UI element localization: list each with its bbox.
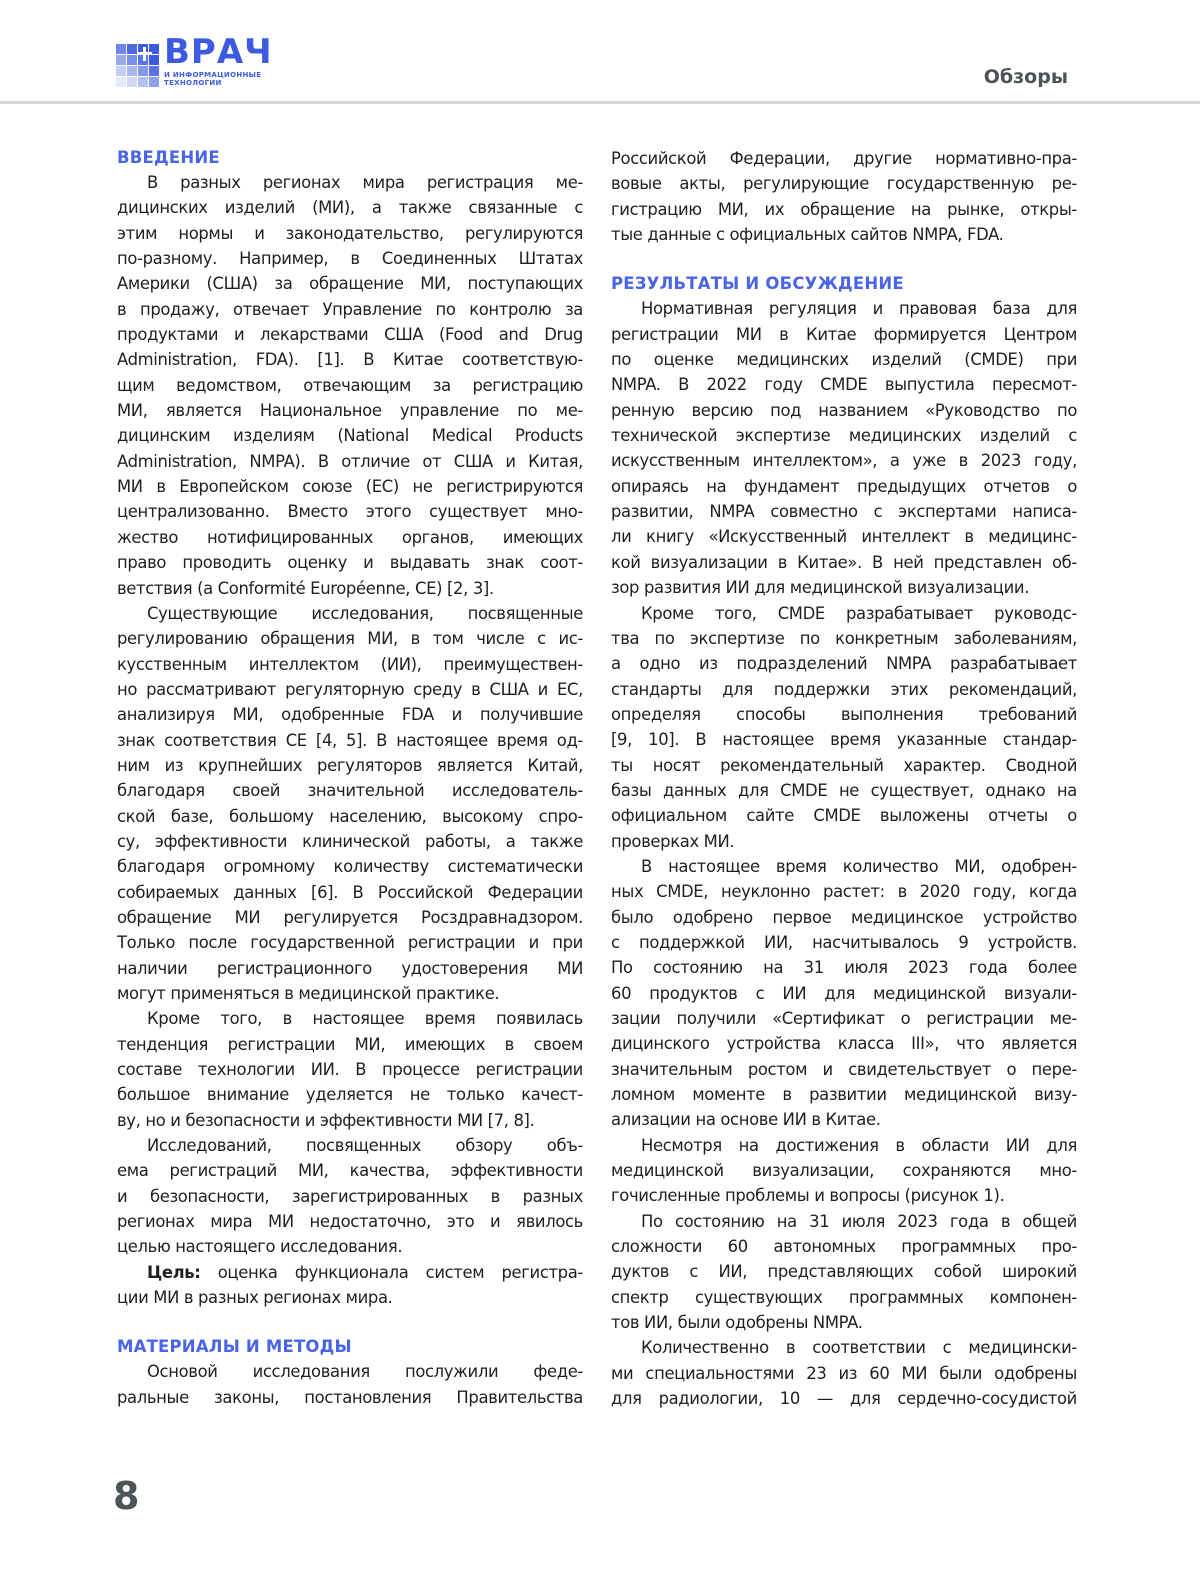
text-line: тенденция регистрации МИ, имеющих в своем <box>117 1034 583 1054</box>
text-line: значительным ростом и свидетельствует о пере- <box>611 1059 1077 1079</box>
text-line: ализации на основе ИИ в Китае. <box>611 1110 881 1130</box>
text-line: регулированию обращения МИ, в том числе с ис- <box>117 629 583 649</box>
text-line: тов ИИ, были одобрены NMPA. <box>611 1313 863 1333</box>
logo-subtitle-line2: ТЕХНОЛОГИИ <box>164 79 222 87</box>
paragraph-intro-2 <box>117 601 583 1007</box>
heading-results: РЕЗУЛЬТАТЫ И ОБСУЖДЕНИЕ <box>611 274 904 294</box>
text-line: тва по экспертизе по конкретным заболеваниям, <box>611 628 1077 648</box>
heading-introduction: ВВЕДЕНИЕ <box>117 148 220 167</box>
text-line: гистрацию МИ, их обращение на рынке, откры- <box>611 199 1077 219</box>
text-line: медицинской визуализации, сохраняются мно- <box>611 1161 1077 1181</box>
text-line: ми специальностями 23 из 60 МИ были одобрены <box>611 1363 1077 1383</box>
text-line: искусственным интеллектом», а уже в 2023 году, <box>611 451 1077 471</box>
text-line: базы данных для CMDE не существует, однако на <box>611 780 1077 800</box>
logo-subtitle <box>164 71 261 87</box>
text-line: продуктами и лекарствами США (Food and Drug <box>117 325 583 345</box>
text-line: щим ведомством, отвечающим за регистрацию <box>117 375 583 395</box>
text-line: обращение МИ регулируется Росздравнадзором. <box>117 907 583 927</box>
text-line: зации получили «Сертификат о регистрации ме- <box>611 1009 1077 1028</box>
text-line: ву, но и безопасности и эффективности МИ [7, 8]. <box>117 1110 535 1130</box>
text-line: определяя способы выполнения требований <box>611 704 1077 724</box>
text-line: зор развития ИИ для медицинской визуализации. <box>611 578 1030 598</box>
text-line: регистрации МИ в Китае формируется Центром <box>611 324 1077 344</box>
text-line: Кроме того, в настоящее время появилась <box>147 1009 583 1029</box>
text-line: МИ, является Национальное управление по ме- <box>117 401 583 421</box>
text-line: Только после государственной регистрации и при <box>117 933 583 953</box>
goal-label: Цель: <box>147 1262 201 1282</box>
text-line: централизованно. Вместо этого существует мно- <box>117 502 583 522</box>
text-line: большое внимание уделяется не только качест- <box>117 1085 583 1105</box>
text-line: могут применяться в медицинской практике. <box>117 984 500 1003</box>
text-line: анализируя МИ, одобренные FDA и получившие <box>117 705 583 725</box>
text-line: кусственным интеллектом (ИИ), преимуществен- <box>117 654 583 674</box>
text-line: дицинского устройства класса III», что является <box>611 1034 1077 1054</box>
text-line: гочисленные проблемы и вопросы (рисунок 1). <box>611 1186 1005 1206</box>
text-line: технической экспертизе медицинских изделий с <box>611 426 1077 446</box>
text-line: для радиологии, 10 — для сердечно-сосудистой <box>611 1389 1077 1409</box>
right-column <box>611 146 1077 1412</box>
text-line: Америки (США) за обращение МИ, поступающих <box>117 274 583 294</box>
text-line: право проводить оценку и выдавать знак соот- <box>117 553 583 573</box>
text-line: целью настоящего исследования. <box>117 1237 403 1257</box>
paragraph-results-5 <box>611 1209 1077 1336</box>
text-line: дицинским изделиям (National Medical Products <box>117 426 583 446</box>
text-line: дуктов с ИИ, представляющих собой широкий <box>611 1262 1077 1282</box>
text-line: ты носят рекомендательный характер. Сводной <box>611 755 1077 775</box>
page-header <box>0 0 1200 102</box>
heading-methods: МАТЕРИАЛЫ И МЕТОДЫ <box>117 1337 352 1357</box>
text-line: Исследований, посвященных обзору объ- <box>147 1136 583 1156</box>
text-line: Нормативная регуляция и правовая база для <box>641 299 1077 319</box>
text-line: а одно из подразделений NMPA разрабатывает <box>611 654 1077 674</box>
paragraph-intro-1 <box>117 170 583 601</box>
goal-line-1 <box>117 1260 583 1285</box>
text-line: собираемых данных [6]. В Российской Федерации <box>117 882 583 902</box>
paragraph-goal <box>117 1260 583 1311</box>
text-line: благодаря огромному количеству систематически <box>117 857 583 877</box>
text-line: жество нотифицированных органов, имеющих <box>117 527 583 547</box>
goal-line-2: ции МИ в разных регионах мира. <box>117 1288 393 1308</box>
text-line: Administration, FDA). [1]. В Китае соответствую- <box>117 350 583 370</box>
text-line: и безопасности, зарегистрированных в разных <box>117 1186 583 1206</box>
page-number: 8 <box>113 1474 140 1518</box>
text-line: наличии регистрационного удостоверения МИ <box>117 958 583 978</box>
text-line: Существующие исследования, посвященные <box>147 603 583 623</box>
paragraph-intro-3 <box>117 1006 583 1133</box>
text-line: опираясь на фундамент предыдущих отчетов о <box>611 476 1077 496</box>
text-line: составе технологии ИИ. В процессе регистрации <box>117 1060 583 1080</box>
text-line: в продажу, отвечает Управление по контролю за <box>117 299 583 319</box>
paragraph-results-2 <box>611 601 1077 854</box>
header-divider <box>0 101 1200 104</box>
text-line: благодаря своей значительной исследователь- <box>117 781 583 801</box>
text-line: дицинских изделий (МИ), а также связанные с <box>117 198 583 218</box>
text-line: регионах мира МИ недостаточно, это и явилось <box>117 1212 583 1232</box>
text-line: спектр существующих программных компонен- <box>611 1287 1077 1307</box>
text-line: МИ в Европейском союзе (ЕС) не регистрируются <box>117 477 583 497</box>
text-line: ломном моменте в развитии медицинской визу- <box>611 1085 1077 1105</box>
text-line: официальном сайте CMDE выложены отчеты о <box>611 806 1077 826</box>
text-line: ветствия (a Conformité Européenne, CE) [2, 3]. <box>117 578 494 598</box>
text-line: [9, 10]. В настоящее время указанные стандар- <box>611 730 1077 750</box>
text-line: 60 продуктов с ИИ для медицинской визуали- <box>611 983 1077 1003</box>
text-line: Administration, NMPA). В отличие от США и Китая, <box>117 451 583 471</box>
text-line: ных CMDE, неуклонно растет: в 2020 году, когда <box>611 882 1077 902</box>
text-line: Несмотря на достижения в области ИИ для <box>641 1135 1077 1155</box>
text-line: вовые акты, регулирующие государственную ре- <box>611 174 1077 194</box>
text-line: по оценке медицинских изделий (CMDE) при <box>611 350 1077 370</box>
text-line: с поддержкой ИИ, насчитывалось 9 устройств. <box>611 932 1077 952</box>
text-line: ской базе, большому населению, высокому спро- <box>117 806 583 826</box>
text-line: Кроме того, CMDE разрабатывает руководс- <box>641 603 1077 623</box>
text-line: стандарты для поддержки этих рекомендаций, <box>611 679 1077 699</box>
text-line: В настоящее время количество МИ, одобрен- <box>641 856 1077 876</box>
paragraph-intro-4 <box>117 1133 583 1260</box>
goal-text: оценка функционала систем регистра- <box>200 1262 583 1282</box>
paragraph-methods <box>117 1359 583 1410</box>
text-line: знак соответствия CE [4, 5]. В настоящее время од- <box>117 730 583 750</box>
text-line: проверках МИ. <box>611 831 735 851</box>
text-line: кой визуализации в Китае». В ней представлен об- <box>611 552 1077 572</box>
text-line: было одобрено первое медицинское устройство <box>611 907 1077 927</box>
text-line: По состоянию на 31 июля 2023 года в общей <box>641 1211 1077 1231</box>
logo-subtitle-line1: И ИНФОРМАЦИОННЫЕ <box>164 71 262 79</box>
paragraph-methods-continued <box>611 146 1077 247</box>
paragraph-results-3 <box>611 854 1077 1133</box>
text-line: но рассматривают регуляторную среду в США и ЕС, <box>117 679 583 699</box>
text-line: этим нормы и законодательство, регулируются <box>117 223 583 243</box>
text-line: ли книгу «Искусственный интеллект в медицинс- <box>611 527 1077 547</box>
paragraph-results-4 <box>611 1133 1077 1209</box>
paragraph-results-6 <box>611 1335 1077 1411</box>
text-line: Количественно в соответствии с медицински- <box>641 1338 1077 1358</box>
logo-grid-icon <box>116 44 160 88</box>
text-line: ренную версию под названием «Руководство по <box>611 400 1077 420</box>
text-line: по-разному. Например, в Соединенных Штатах <box>117 249 583 269</box>
spacer <box>611 247 1077 272</box>
spacer <box>117 1310 583 1335</box>
text-line: тые данные с официальных сайтов NMPA, FDA. <box>611 225 1004 245</box>
text-line: ральные законы, постановления Правительства <box>117 1387 583 1407</box>
text-line: развитии, NMPA совместно с экспертами написа- <box>611 502 1077 522</box>
text-line: ним из крупнейших регуляторов является Китай, <box>117 755 583 775</box>
text-line: По состоянию на 31 июля 2023 года более <box>611 958 1077 978</box>
text-line: су, эффективности клинической работы, а также <box>117 831 583 851</box>
text-line: Российской Федерации, другие нормативно-пра- <box>611 149 1077 168</box>
paragraph-results-1 <box>611 296 1077 600</box>
text-line: сложности 60 автономных программных про- <box>611 1237 1077 1257</box>
left-column <box>117 146 583 1410</box>
text-line: NMPA. В 2022 году CMDE выпустила пересмот- <box>611 375 1077 395</box>
text-line: В разных регионах мира регистрация ме- <box>147 173 583 192</box>
text-line: ема регистраций МИ, качества, эффективности <box>117 1161 583 1181</box>
section-label: Обзоры <box>983 66 1068 88</box>
text-line: Основой исследования послужили феде- <box>147 1362 583 1382</box>
logo-title: ВРАЧ <box>164 32 273 72</box>
